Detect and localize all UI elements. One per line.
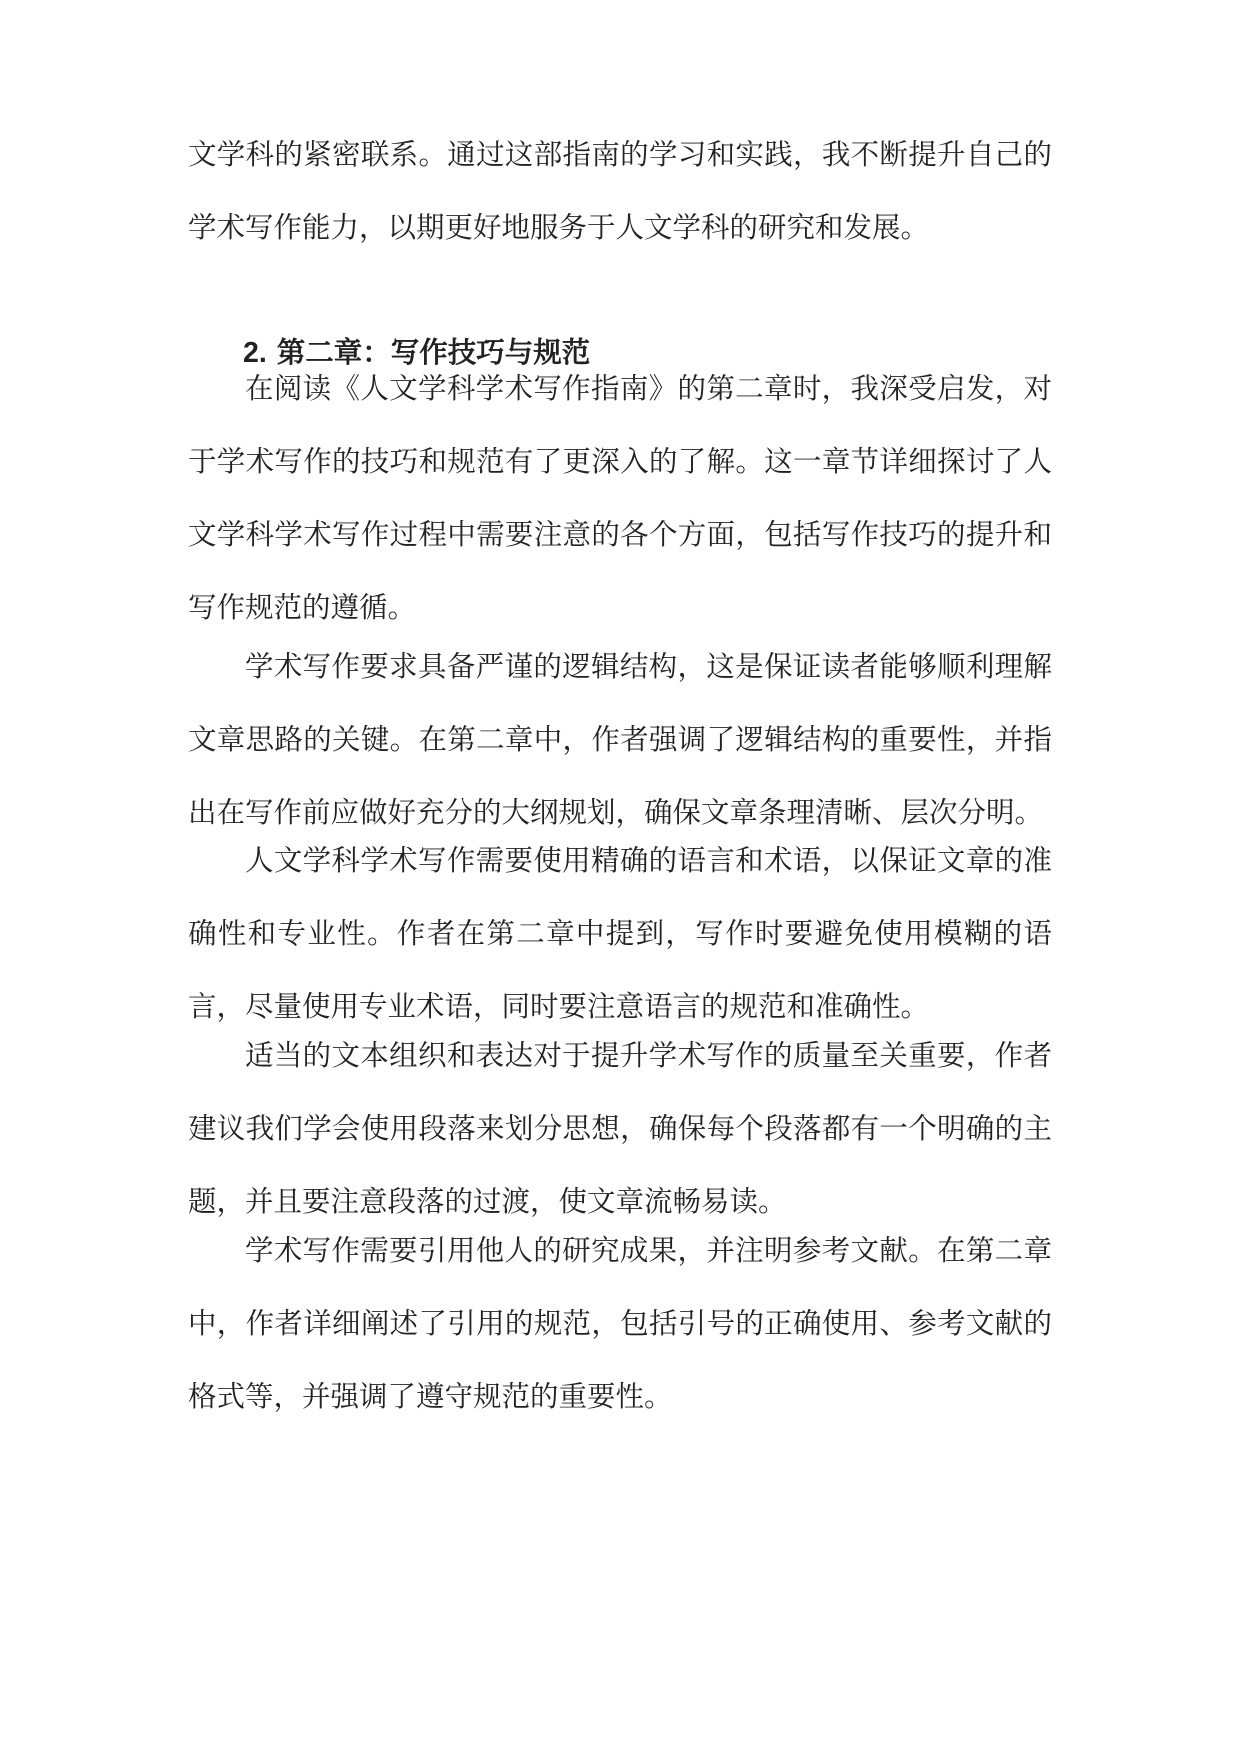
body-paragraph-5: 学术写作需要引用他人的研究成果，并注明参考文献。在第二章中，作者详细阐述了引用的规范，包括引号的正确使用、参考文献的格式等，并强调了遵守规范的重要性。 (188, 1234, 1052, 1413)
body-paragraph-2: 学术写作要求具备严谨的逻辑结构，这是保证读者能够顺利理解文章思路的关键。在第二章中，作者强调了逻辑结构的重要性，并指出在写作前应做好充分的大纲规划，确保文章条理清晰、层次分明。 (188, 650, 1052, 829)
section-title: 第二章：写作技巧与规范 (276, 335, 591, 369)
section-number: 2. (243, 337, 267, 369)
body-paragraph-4: 适当的文本组织和表达对于提升学术写作的质量至关重要，作者建议我们学会使用段落来划分思想，确保每个段落都有一个明确的主题，并且要注意段落的过渡，使文章流畅易读。 (188, 1039, 1052, 1218)
body-paragraph-3: 人文学科学术写作需要使用精确的语言和术语，以保证文章的准确性和专业性。作者在第二章中提到，写作时要避免使用模糊的语言，尽量使用专业术语，同时要注意语言的规范和准确性。 (188, 844, 1052, 1023)
continuation-paragraph: 文学科的紧密联系。通过这部指南的学习和实践，我不断提升自己的学术写作能力，以期更好地服务于人文学科的研究和发展。 (188, 138, 1052, 244)
body-paragraph-1: 在阅读《人文学科学术写作指南》的第二章时，我深受启发，对于学术写作的技巧和规范有了更深入的了解。这一章节详细探讨了人文学科学术写作过程中需要注意的各个方面，包括写作技巧的提升和写作规范的遵循。 (188, 372, 1052, 624)
